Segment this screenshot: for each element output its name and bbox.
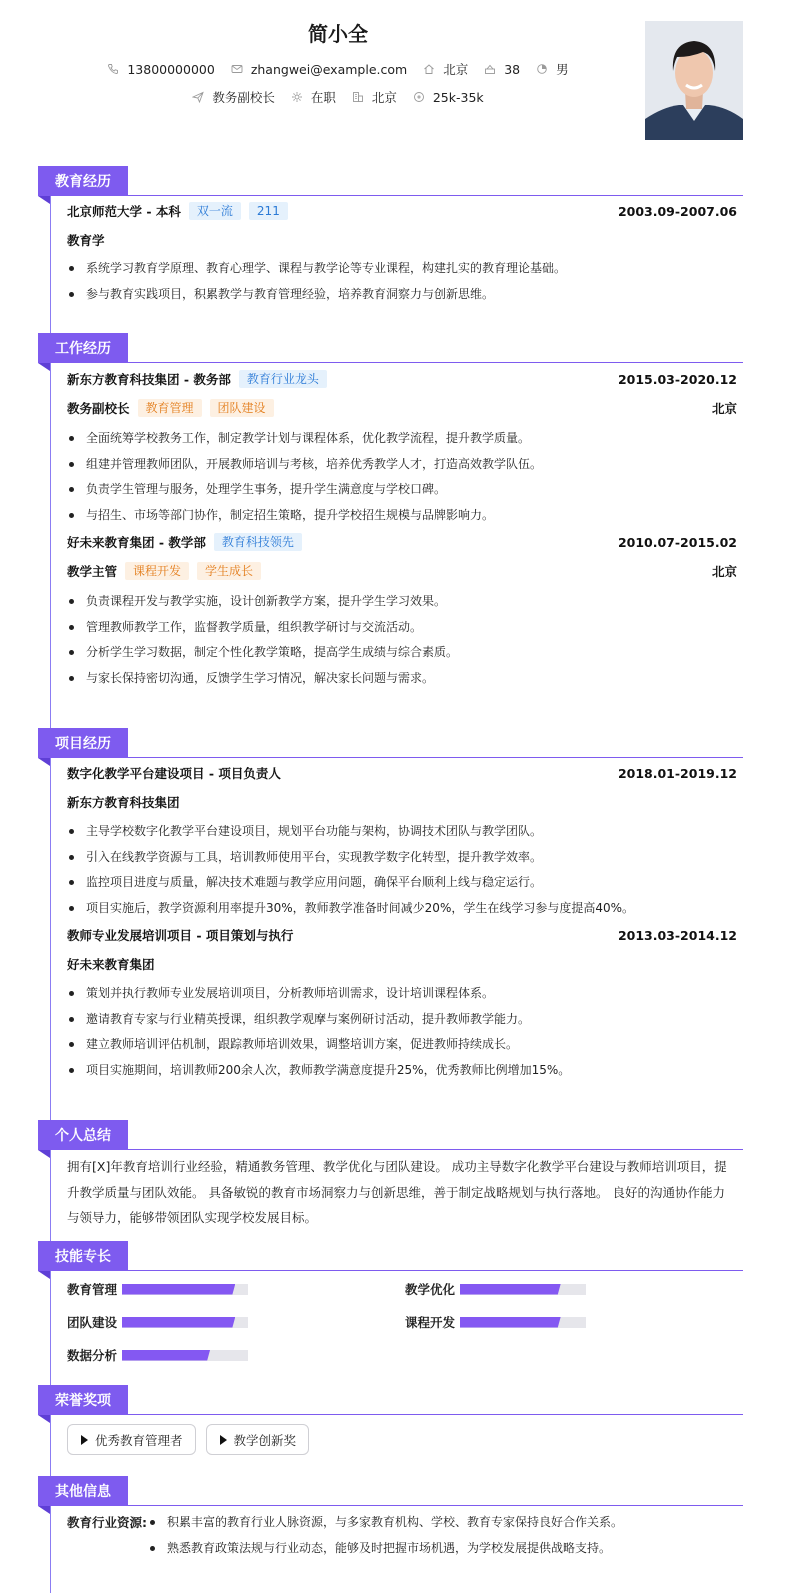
- company-name: 好未来教育集团 - 教学部: [67, 535, 206, 550]
- status-info: [291, 88, 336, 106]
- list-item: 组建并管理教师团队，开展教师培训与考核，培养优秀教学人才，打造高效教学队伍。: [67, 451, 737, 477]
- list-item: 主导学校数字化教学平台建设项目，规划平台功能与架构，协调技术团队与教学团队。: [67, 818, 737, 844]
- skill-bar: [122, 1350, 248, 1361]
- section-header: [38, 1385, 743, 1415]
- skill-item: [67, 1342, 405, 1368]
- honor-badge: [206, 1424, 310, 1455]
- company-tag: 教育行业龙头: [239, 370, 327, 388]
- skill-item: [405, 1276, 705, 1302]
- skills-grid: [67, 1276, 737, 1368]
- section-ribbon-fold: [38, 758, 50, 766]
- skill-item: [67, 1309, 405, 1335]
- list-item: 负责学生管理与服务，处理学生事务，提升学生满意度与学校口碑。: [67, 476, 737, 502]
- skill-item: [67, 1276, 405, 1302]
- education-content: [67, 196, 737, 306]
- list-item: 全面统筹学校教务工作，制定教学计划与课程体系，优化教学流程，提升教学质量。: [67, 425, 737, 451]
- list-item: 监控项目进度与质量，解决技术难题与教学应用问题，确保平台顺利上线与稳定运行。: [67, 869, 737, 895]
- work-location: 北京: [711, 564, 737, 579]
- section-ribbon-fold: [38, 1150, 50, 1158]
- section-title: 技能专长: [38, 1241, 128, 1271]
- skill-level-fill: [122, 1317, 235, 1328]
- candidate-name: 简小全: [308, 22, 368, 46]
- education-heading-row: [67, 198, 737, 224]
- other-content: [67, 1506, 737, 1560]
- section-header: [38, 1241, 743, 1271]
- role-title: 教学主管: [67, 564, 118, 579]
- honor-label: 优秀教育管理者: [95, 1432, 183, 1448]
- section-header: [38, 1120, 743, 1150]
- section-title: 其他信息: [38, 1476, 128, 1506]
- work-period: 2015.03-2020.12: [617, 371, 737, 387]
- honor-badge: [67, 1424, 196, 1455]
- school-tag: 211: [249, 202, 288, 220]
- section-title: 项目经历: [38, 728, 128, 758]
- role-tag: 团队建设: [210, 399, 274, 417]
- summary-section: [38, 1120, 743, 1231]
- project-row: [67, 922, 737, 948]
- skill-name: 团队建设: [67, 1315, 118, 1330]
- phone-number: 13800000000: [127, 61, 215, 77]
- section-ribbon-fold: [38, 1271, 50, 1279]
- school-tag: 双一流: [189, 202, 241, 220]
- play-icon: [81, 1435, 88, 1445]
- section-title: 教育经历: [38, 166, 128, 196]
- other-section: [38, 1476, 743, 1560]
- work-period: 2010.07-2015.02: [617, 534, 737, 550]
- phone-icon: [107, 63, 119, 75]
- project-period: 2018.01-2019.12: [617, 765, 737, 781]
- salary-info: [413, 90, 484, 105]
- skill-bar: [122, 1317, 248, 1328]
- cake-icon: [484, 63, 496, 75]
- list-item: 管理教师教学工作，监督教学质量，组织教学研讨与交流活动。: [67, 614, 737, 640]
- skills-content: [67, 1271, 737, 1368]
- skill-name: 数据分析: [67, 1348, 118, 1363]
- company-row: [67, 366, 737, 392]
- skill-name: 课程开发: [405, 1315, 456, 1330]
- section-header: [38, 728, 743, 758]
- skill-level-fill: [122, 1284, 235, 1295]
- home-icon: [423, 63, 435, 75]
- project-period: 2013.03-2014.12: [617, 927, 737, 943]
- company-name: 新东方教育科技集团 - 教务部: [67, 372, 231, 387]
- other-bullets: [148, 1509, 623, 1560]
- skill-bar: [122, 1284, 248, 1295]
- projects-section: [38, 728, 743, 1082]
- skill-level-fill: [460, 1317, 561, 1328]
- honors-section: [38, 1385, 743, 1455]
- play-icon: [220, 1435, 227, 1445]
- honors-list: [67, 1415, 737, 1455]
- role-title: 教务副校长: [67, 401, 130, 416]
- role-row: [67, 395, 737, 421]
- coin-icon: [413, 91, 425, 103]
- list-item: 系统学习教育学原理、教育心理学、课程与教学论等专业课程，构建扎实的教育理论基础。: [67, 255, 737, 281]
- list-item: 与家长保持密切沟通，反馈学生学习情况，解决家长问题与需求。: [67, 665, 737, 691]
- other-label: 教育行业资源:: [67, 1515, 147, 1530]
- skill-level-fill: [460, 1284, 561, 1295]
- skills-section: [38, 1241, 743, 1368]
- job-row: [0, 88, 676, 106]
- contact-row: [0, 60, 676, 78]
- honors-content: [67, 1415, 737, 1455]
- work-location: 北京: [711, 401, 737, 416]
- list-item: 熟悉教育政策法规与行业动态，能够及时把握市场机遇，为学校发展提供战略支持。: [148, 1535, 623, 1561]
- list-item: 建立教师培训评估机制，跟踪教师培训效果，调整培训方案，促进教师持续成长。: [67, 1031, 737, 1057]
- section-ribbon-fold: [38, 196, 50, 204]
- skill-name: 教育管理: [67, 1282, 118, 1297]
- list-item: 项目实施后，教学资源利用率提升30%，教师教学准备时间减少20%，学生在线学习参与度提高40%。: [67, 895, 737, 921]
- position-value: 教务副校长: [212, 90, 275, 105]
- skill-item: [405, 1309, 705, 1335]
- list-item: 分析学生学习数据，制定个性化教学策略，提高学生成绩与综合素质。: [67, 639, 737, 665]
- role-tag: 课程开发: [125, 562, 189, 580]
- school-name: 北京师范大学 - 本科: [67, 204, 181, 219]
- work-section: [38, 333, 743, 690]
- education-period: 2003.09-2007.06: [617, 203, 737, 219]
- section-header: [38, 1476, 743, 1506]
- major: 教育学: [67, 233, 105, 248]
- send-icon: [192, 91, 204, 103]
- status-value: 在职: [310, 90, 336, 105]
- gender-value: 男: [556, 62, 569, 77]
- project-bullets: [67, 980, 737, 1082]
- list-item: 积累丰富的教育行业人脉资源，与多家教育机构、学校、教育专家保持良好合作关系。: [148, 1509, 623, 1535]
- honor-label: 教学创新奖: [233, 1432, 297, 1448]
- target-city-info: [352, 88, 397, 106]
- city-value: 北京: [443, 62, 469, 77]
- list-item: 项目实施期间，培训教师200余人次，教师教学满意度提升25%，优秀教师比例增加15%。: [67, 1057, 737, 1083]
- education-bullets: [67, 255, 737, 306]
- position-info: [192, 88, 275, 106]
- section-header: [38, 166, 743, 196]
- list-item: 邀请教育专家与行业精英授课，组织教学观摩与案例研讨活动，提升教师教学能力。: [67, 1006, 737, 1032]
- list-item: 参与教育实践项目，积累教学与教育管理经验，培养教育洞察力与创新思维。: [67, 281, 737, 307]
- building-icon: [352, 91, 364, 103]
- profile-photo: [645, 21, 743, 140]
- section-header: [38, 333, 743, 363]
- city-info: [423, 60, 468, 78]
- work-content: [67, 363, 737, 690]
- salary-value: 25k-35k: [432, 89, 484, 105]
- gear-icon: [291, 91, 303, 103]
- role-tag: 学生成长: [197, 562, 261, 580]
- list-item: 与招生、市场等部门协作，制定招生策略，提升学校招生规模与品牌影响力。: [67, 502, 737, 528]
- target-city-value: 北京: [371, 90, 397, 105]
- project-bullets: [67, 818, 737, 920]
- mail-icon: [231, 63, 243, 75]
- summary-content: [67, 1150, 737, 1231]
- list-item: 策划并执行教师专业发展培训项目，分析教师培训需求，设计培训课程体系。: [67, 980, 737, 1006]
- age-value: 38: [504, 61, 521, 77]
- education-section: [38, 166, 743, 306]
- project-row: [67, 760, 737, 786]
- work-bullets: [67, 588, 737, 690]
- projects-content: [67, 758, 737, 1082]
- age-info: [484, 62, 520, 77]
- project-org: 好未来教育集团: [67, 957, 155, 972]
- section-title: 荣誉奖项: [38, 1385, 128, 1415]
- project-org: 新东方教育科技集团: [67, 795, 180, 810]
- section-ribbon-fold: [38, 1415, 50, 1423]
- work-bullets: [67, 425, 737, 527]
- section-ribbon-fold: [38, 1506, 50, 1514]
- skill-level-fill: [122, 1350, 210, 1361]
- gender-info: [536, 60, 569, 78]
- email-address: zhangwei@example.com: [250, 61, 408, 77]
- section-title: 工作经历: [38, 333, 128, 363]
- skill-bar: [460, 1284, 586, 1295]
- role-row: [67, 558, 737, 584]
- resume-header: [0, 0, 794, 160]
- project-name: 教师专业发展培训项目 - 项目策划与执行: [67, 928, 294, 943]
- skill-bar: [460, 1317, 586, 1328]
- section-title: 个人总结: [38, 1120, 128, 1150]
- skill-name: 教学优化: [405, 1282, 456, 1297]
- list-item: 引入在线教学资源与工具，培训教师使用平台，实现教学数字化转型，提升教学效率。: [67, 844, 737, 870]
- section-ribbon-fold: [38, 363, 50, 371]
- email-info: [231, 62, 407, 77]
- company-row: [67, 529, 737, 555]
- summary-text: 拥有[X]年教育培训行业经验，精通教务管理、教学优化与团队建设。 成功主导数字化教学平台建设与教师培训项目，提升教学质量与团队效能。 具备敏锐的教育市场洞察力与创新思维，善于制定战略规划与执行落地。 良好的沟通协作能力与领导力，能够带领团队实现学校发展目标。: [67, 1159, 727, 1225]
- gender-icon: [536, 63, 548, 75]
- project-name: 数字化教学平台建设项目 - 项目负责人: [67, 766, 281, 781]
- phone-info: [107, 62, 214, 77]
- role-tag: 教育管理: [138, 399, 202, 417]
- company-tag: 教育科技领先: [214, 533, 302, 551]
- list-item: 负责课程开发与教学实施，设计创新教学方案，提升学生学习效果。: [67, 588, 737, 614]
